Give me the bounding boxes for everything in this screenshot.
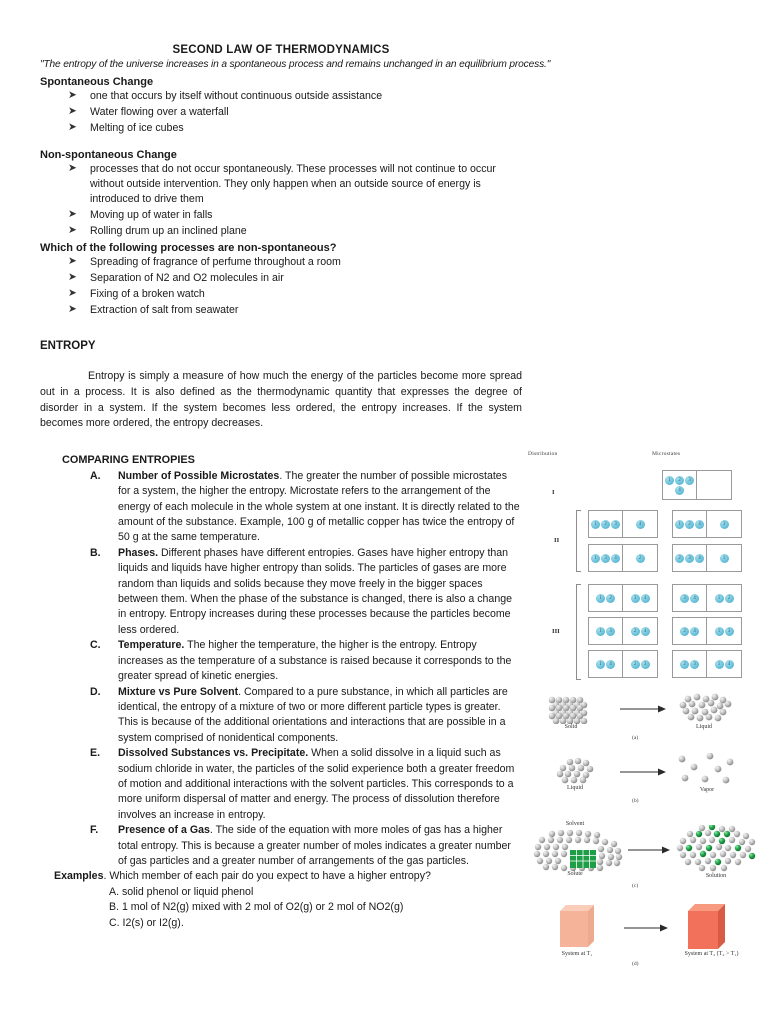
examples-prompt: . Which member of each pair do you expect to have a higher entropy? (103, 870, 431, 883)
list-marker: C. (90, 639, 101, 652)
list-marker: F. (90, 824, 99, 837)
list-item-term: Mixture vs Pure Solvent (118, 685, 239, 698)
particle-ball: 2 (631, 627, 640, 636)
phase-a-right-label: Liquid (696, 724, 712, 730)
section-heading-comparing-entropies: COMPARING ENTROPIES (62, 453, 195, 466)
spontaneous-list (40, 89, 522, 137)
temperature-right-label: System at T₂ (T₂ > T₁) (684, 951, 739, 957)
liquid-cluster-svg (674, 692, 736, 724)
microstate-left-compartment (673, 511, 707, 537)
list-item-text: Moving up of water in falls (90, 209, 213, 222)
comparing-entropies-list (40, 469, 522, 870)
list-item: C. I2(s) or I2(g). (109, 916, 184, 929)
list-item-text: Extraction of salt from seawater (90, 304, 239, 317)
list-marker: B. (90, 546, 101, 559)
solution-svg (674, 825, 760, 873)
particle-ball: 3 (685, 476, 694, 485)
dissolution-figure-c (524, 823, 764, 897)
microstate-left-compartment (589, 618, 623, 644)
arrow-right-icon (620, 704, 666, 714)
list-item (90, 823, 522, 869)
microstate-right-compartment (707, 511, 741, 537)
list-marker: D. (90, 685, 101, 698)
microstate-box (672, 510, 742, 538)
particle-ball: 4 (606, 660, 615, 669)
microstate-left-compartment (589, 511, 623, 537)
particle-ball: 1 (720, 554, 729, 563)
list-item (68, 287, 522, 302)
microstate-right-compartment (707, 618, 741, 644)
list-item-text: . The side of the equation with more moles of gas has a higher total entropy. This is because a greater number of moles indicates a greater number of gas particles and a greater number of arrangements of the gas particles. (118, 824, 511, 867)
vapor-cluster (674, 753, 744, 787)
temperature-left-label: System at T₁ (561, 951, 593, 957)
particle-ball: 1 (591, 520, 600, 529)
list-item-text: Different phases have different entropies. Gases have higher entropy than liquids and liquids have higher entropy than solids. The particles of gases are more random than liquids and solids because they move freely in the bigger spaces between them. When the phase of the substance is changed, there is also a change in entropy. Entropy increases during these processes because the particles become less ordered. (118, 546, 512, 636)
solvent-solute-svg (532, 830, 628, 874)
microstate-box (672, 617, 742, 645)
particle-ball: 1 (596, 594, 605, 603)
list-item (68, 162, 522, 208)
particle-ball: 1 (675, 520, 684, 529)
particle-ball: 2 (680, 660, 689, 669)
section-heading-question: Which of the following processes are non-spontaneous? (40, 241, 337, 254)
solution-label: Solution (705, 873, 727, 879)
list-item-term: Presence of a Gas (118, 824, 210, 837)
bullet-arrow-icon: ➤ (68, 224, 77, 237)
list-item-text: Separation of N2 and O2 molecules in air (90, 271, 284, 284)
list-item-term: Dissolved Substances vs. Precipitate. (118, 747, 309, 760)
bullet-arrow-icon: ➤ (68, 254, 77, 267)
list-item (68, 224, 522, 239)
arrow-right-icon (628, 845, 670, 855)
solvent-label: Solvent (565, 821, 585, 827)
particle-ball: 3 (606, 627, 615, 636)
list-item (68, 303, 522, 318)
temperature-d-caption: (d) (632, 961, 639, 967)
list-item (68, 89, 522, 104)
microstate-box (588, 510, 658, 538)
microstate-box (672, 544, 742, 572)
phase-b-right-label: Vapor (699, 787, 715, 793)
particle-ball: 2 (636, 554, 645, 563)
list-item-text: . Compared to a pure substance, in which all particles are identical, the entropy of a mixture of two or more different particle types is greater. This is because of the additional orientations and interactions that are possible in a system comprised of nonidentical components. (118, 685, 508, 744)
phase-a-left-label: Solid (564, 724, 578, 730)
phase-a-caption: (a) (632, 735, 639, 741)
list-item (68, 208, 522, 223)
list-item-text: Fixing of a broken watch (90, 288, 205, 301)
bullet-arrow-icon: ➤ (68, 287, 77, 300)
microstate-box (672, 650, 742, 678)
particle-ball: 4 (725, 660, 734, 669)
list-item-text: Water flowing over a waterfall (90, 106, 229, 119)
page-subtitle: "The entropy of the universe increases in a spontaneous process and remains unchanged in an equilibrium process." (40, 59, 551, 70)
list-item-text: . The greater the number of possible microstates for a system, the higher the entropy. Microstate refers to the arrangement of the energy of each molecule in the whole system at one instant. It is directly related to the amount of the substance. Example, 100 g of metallic copper has twice the entropy of 50 g at the same temperature. (118, 469, 520, 544)
particle-ball: 3 (725, 627, 734, 636)
microstate-right-compartment (623, 618, 657, 644)
microstate-box (588, 584, 658, 612)
list-item-text: The higher the temperature, the higher is the entropy. Entropy increases as the temperature of a substance is raised because it corresponds to the greater spread of kinetic energies. (118, 639, 512, 683)
brace-row-III (576, 584, 581, 680)
microstate-box (588, 544, 658, 572)
solvent-solute-cluster (532, 830, 628, 874)
list-item-term: Temperature. (118, 639, 185, 652)
particle-ball: 1 (596, 627, 605, 636)
microstate-left-compartment (589, 585, 623, 611)
brace-row-II (576, 510, 581, 572)
microstates-figure (524, 450, 764, 682)
system-block-hot (684, 903, 728, 958)
microstate-right-compartment (623, 545, 657, 571)
particle-ball: 4 (675, 486, 684, 495)
list-item-text: one that occurs by itself without continuous outside assistance (90, 90, 383, 102)
particle-ball: 3 (601, 554, 610, 563)
particle-ball: 2 (606, 594, 615, 603)
temperature-figure-d (524, 903, 764, 975)
list-item (90, 638, 522, 684)
list-item (68, 105, 522, 120)
list-item (90, 546, 522, 638)
microstate-left-compartment (673, 618, 707, 644)
particle-ball: 1 (591, 554, 600, 563)
particle-ball: 3 (611, 520, 620, 529)
list-item (90, 746, 522, 823)
section-heading-spontaneous: Spontaneous Change (40, 76, 154, 88)
particle-ball: 4 (695, 520, 704, 529)
examples-prompt-line (54, 869, 522, 884)
particle-ball: 2 (675, 554, 684, 563)
particle-ball: 4 (690, 594, 699, 603)
microstates-col-header-distribution: Distribution (528, 451, 558, 457)
microstate-right-compartment (707, 585, 741, 611)
liquid-cluster-svg (552, 757, 604, 785)
bullet-arrow-icon: ➤ (68, 105, 77, 118)
particle-ball: 2 (601, 520, 610, 529)
particle-ball: 4 (695, 554, 704, 563)
list-item-text: processes that do not occur spontaneously. These processes will not continue to occur without outside intervention. They only happen when an outside source of energy is introduced to drive them (90, 162, 496, 206)
list-item (68, 271, 522, 286)
arrow-right-icon (624, 923, 668, 933)
particle-ball: 2 (685, 520, 694, 529)
bullet-arrow-icon: ➤ (68, 303, 77, 316)
block-cool-svg (556, 903, 596, 951)
particle-ball: 4 (641, 627, 650, 636)
examples-block (40, 869, 522, 931)
microstate-right-compartment (707, 545, 741, 571)
page-title: SECOND LAW OF THERMODYNAMICS (172, 44, 390, 56)
section-heading-non-spontaneous: Non-spontaneous Change (40, 148, 177, 161)
microstate-right-compartment (707, 651, 741, 677)
system-block-cool (556, 903, 596, 956)
microstate-left-compartment (589, 651, 623, 677)
list-item-text: Melting of ice cubes (90, 122, 184, 135)
particle-ball: 1 (715, 660, 724, 669)
phase-change-figure-b (524, 753, 764, 815)
microstate-right-compartment (623, 585, 657, 611)
microstate-box (662, 470, 732, 500)
particle-ball: 2 (680, 627, 689, 636)
particle-ball: 3 (720, 520, 729, 529)
phase-b-caption: (b) (632, 798, 639, 804)
list-item (90, 469, 522, 546)
particle-ball: 3 (690, 660, 699, 669)
solid-lattice-cluster (546, 692, 604, 724)
particle-ball: 3 (680, 594, 689, 603)
examples-label: Examples (54, 870, 104, 883)
microstate-right-compartment (697, 471, 731, 499)
list-marker: A. (90, 469, 101, 482)
microstate-box (588, 650, 658, 678)
list-item-text: Spreading of fragrance of perfume throughout a room (90, 255, 341, 268)
entropy-paragraph: Entropy is simply a measure of how much the energy of the particles become more spread out in a process. It is also defined as the thermodynamic quantity that expresses the degree of disorder in a system. If the system becomes less ordered, the entropy increases. If the system becomes more ordered, the entropy decreases. (40, 370, 522, 430)
list-item-text: When a solid dissolve in a liquid such as sodium chloride in water, the particles of the solid experience both a greater freedom of motion and additional interactions with the solvent particles. This corresponds to a more uniform dispersal of matter and energy. The process of dissolution therefore involves an increase in entropy. (118, 747, 515, 821)
list-item: B. 1 mol of N2(g) mixed with 2 mol of O2(g) or 2 mol of NO2(g) (109, 901, 404, 914)
microstate-right-compartment (623, 511, 657, 537)
particle-ball: 3 (631, 594, 640, 603)
particle-ball: 1 (715, 594, 724, 603)
list-item-term: Number of Possible Microstates (118, 469, 280, 482)
solution-cluster (674, 825, 760, 873)
section-heading-entropy: ENTROPY (40, 340, 96, 353)
bullet-arrow-icon: ➤ (68, 89, 77, 101)
particle-ball: 4 (636, 520, 645, 529)
microstate-box (588, 617, 658, 645)
microstates-row-label-II: II (554, 537, 560, 544)
phase-change-figure-a (524, 690, 764, 745)
bullet-arrow-icon: ➤ (68, 161, 77, 174)
liquid-cluster-b (552, 757, 604, 785)
particle-ball: 3 (685, 554, 694, 563)
particle-ball: 2 (725, 594, 734, 603)
microstates-row-label-I: I (552, 489, 555, 496)
block-hot-svg (684, 903, 728, 953)
solution-c-caption: (c) (632, 883, 639, 889)
particle-ball: 2 (631, 660, 640, 669)
microstates-col-header-microstates: Microstates (652, 451, 681, 457)
particle-ball: 3 (641, 660, 650, 669)
figure-column (524, 450, 764, 975)
non-spontaneous-list (40, 162, 522, 240)
microstate-left-compartment (673, 545, 707, 571)
particle-ball: 2 (675, 476, 684, 485)
solid-lattice-svg (546, 692, 604, 724)
list-item-term: Phases. (118, 546, 159, 559)
liquid-cluster-a (674, 692, 736, 724)
question-list (40, 255, 522, 319)
particle-ball: 4 (611, 554, 620, 563)
microstate-left-compartment (673, 651, 707, 677)
particle-ball: 4 (641, 594, 650, 603)
list-item (68, 255, 522, 270)
particle-ball: 1 (665, 476, 674, 485)
list-item (90, 685, 522, 747)
bullet-arrow-icon: ➤ (68, 121, 77, 134)
phase-b-left-label: Liquid (567, 785, 583, 791)
arrow-right-icon (620, 767, 666, 777)
list-item-text: Rolling drum up an inclined plane (90, 225, 247, 238)
bullet-arrow-icon: ➤ (68, 270, 77, 283)
examples-list (54, 885, 522, 931)
bullet-arrow-icon: ➤ (68, 208, 77, 221)
microstates-row-label-III: III (552, 628, 560, 635)
microstate-box (672, 584, 742, 612)
particle-ball: 4 (690, 627, 699, 636)
list-item (68, 121, 522, 136)
microstate-right-compartment (623, 651, 657, 677)
list-marker: E. (90, 747, 101, 760)
vapor-cluster-svg (674, 753, 744, 787)
solute-label: Solute (567, 871, 583, 877)
microstate-left-compartment (589, 545, 623, 571)
microstate-left-compartment (663, 471, 697, 499)
microstate-left-compartment (673, 585, 707, 611)
list-item: A. solid phenol or liquid phenol (109, 885, 254, 898)
particle-ball: 1 (715, 627, 724, 636)
particle-ball: 1 (596, 660, 605, 669)
